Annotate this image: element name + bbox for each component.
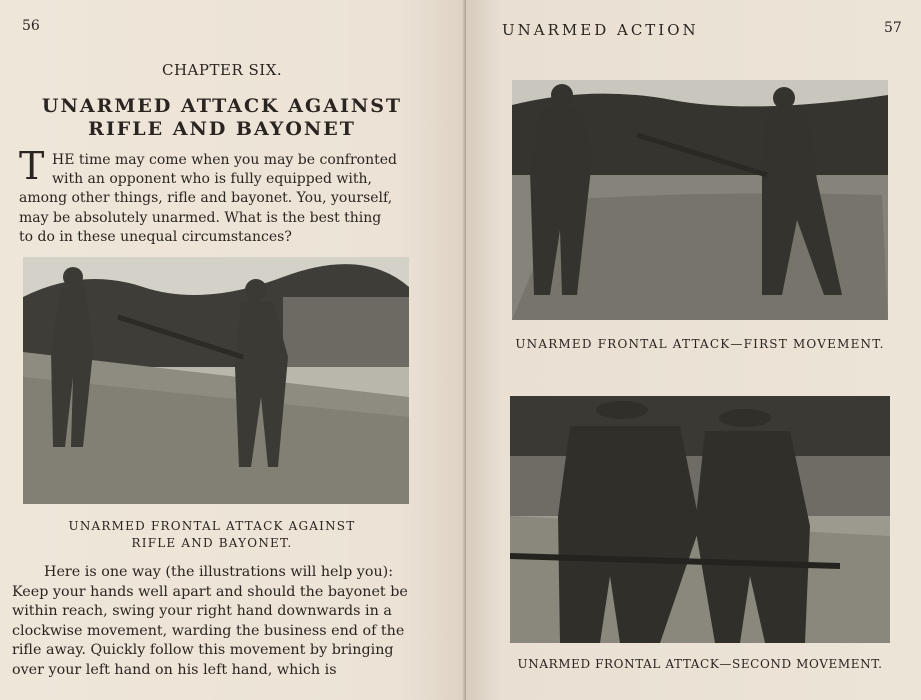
chapter-heading: CHAPTER SIX. [162, 61, 283, 79]
text-line: rifle away. Quickly follow this movement by bringing [12, 642, 394, 658]
photo-illustration [23, 257, 409, 504]
intro-paragraph-rest [19, 189, 424, 247]
caption-first-movement: UNARMED FRONTAL ATTACK—FIRST MOVEMENT. [515, 337, 885, 351]
photo-unarmed-frontal-attack [23, 257, 409, 504]
text-line: Here is one way (the illustrations will help you): [44, 564, 394, 580]
body-paragraph [12, 563, 416, 680]
text-line: with an opponent who is fully equipped with, [52, 171, 372, 188]
page-number-right: 57 [884, 20, 902, 36]
caption-line: UNARMED FRONTAL ATTACK AGAINST [68, 519, 356, 533]
text-line: may be absolutely unarmed. What is the best thing [19, 209, 382, 226]
text-line: Keep your hands well apart and should the bayonet be [12, 583, 408, 600]
right-page [466, 0, 921, 700]
text-line: to do in these unequal circumstances? [19, 228, 292, 245]
page-number-left: 56 [22, 18, 40, 34]
photo-second-movement [510, 396, 890, 643]
chapter-title-line: UNARMED ATTACK AGAINST [41, 95, 403, 117]
figure-caption [19, 518, 405, 552]
text-line: among other things, rifle and bayonet. You, yourself, [19, 190, 393, 207]
photo-illustration [512, 80, 888, 320]
text-line: within reach, swing your right hand downwards in a [12, 603, 392, 619]
running-head: UNARMED ACTION [502, 21, 699, 39]
text-line: over your left hand on his left hand, which is [12, 661, 337, 678]
text-line: HE time may come when you may be confronted [52, 152, 397, 168]
photo-illustration [510, 396, 890, 643]
caption-line: RIFLE AND BAYONET. [131, 536, 293, 550]
drop-cap: T [19, 144, 45, 188]
intro-paragraph-lead [52, 151, 424, 189]
caption-second-movement: UNARMED FRONTAL ATTACK—SECOND MOVEMENT. [517, 657, 883, 671]
chapter-title-line: RIFLE AND BAYONET [88, 118, 356, 140]
photo-first-movement [512, 80, 888, 320]
chapter-title [0, 95, 444, 141]
text-line: clockwise movement, warding the business end of the [12, 622, 405, 639]
